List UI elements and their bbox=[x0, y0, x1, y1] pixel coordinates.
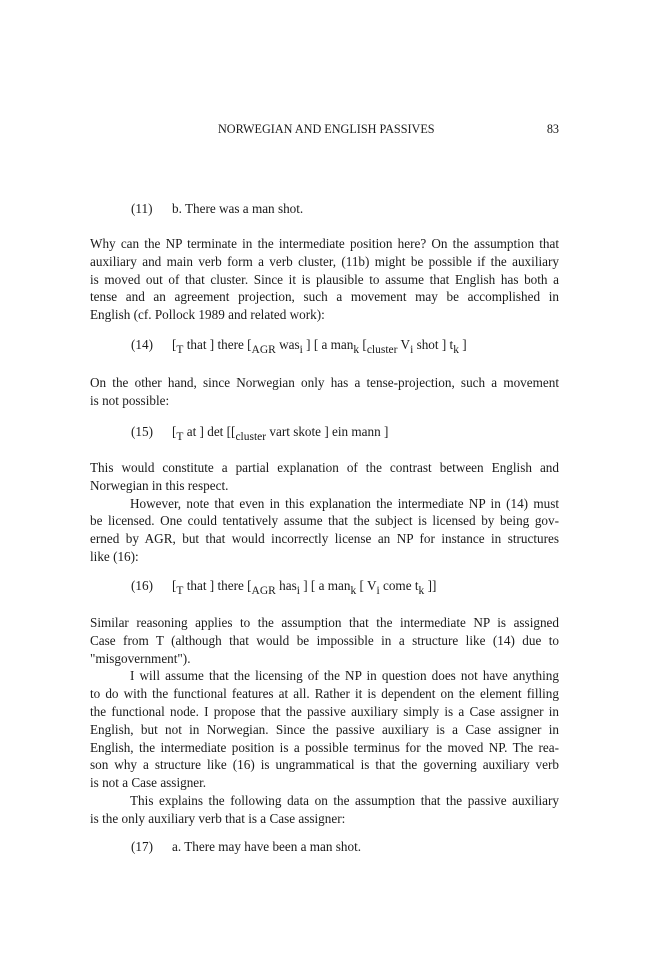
example-number: (14) bbox=[131, 337, 153, 352]
subscript: i bbox=[299, 344, 303, 356]
subscript: cluster bbox=[366, 344, 398, 356]
gloss-text: ]] bbox=[424, 578, 437, 593]
gloss-text: V bbox=[397, 337, 411, 352]
subscript: k bbox=[453, 344, 459, 356]
gloss-text: at ] det [[ bbox=[183, 424, 236, 439]
example-text: a. There may have been a man shot. bbox=[172, 839, 362, 854]
text-line: "misgovernment"). bbox=[90, 650, 191, 666]
subscript: k bbox=[418, 585, 425, 597]
text-line: On the other hand, since Norwegian only has a tense-projection, such a movement bbox=[90, 375, 559, 390]
text-line: English (cf. Pollock 1989 and related work): bbox=[90, 307, 325, 323]
text-line: tense and an agreement projection, such a movement may be accomplished in bbox=[90, 289, 559, 305]
example-number: (15) bbox=[131, 424, 153, 439]
subscript: AGR bbox=[251, 585, 276, 597]
subscript: T bbox=[176, 585, 184, 597]
text-line: English, but not in Norwegian. Since the passive auxiliary is a Case assigner in bbox=[90, 721, 559, 737]
gloss-text: that ] there [ bbox=[183, 578, 252, 593]
text-line: be licensed. One could tentatively assume that the subject is licensed by being gov- bbox=[90, 513, 559, 529]
gloss-text: [ bbox=[359, 337, 367, 352]
example-text: b. There was a man shot. bbox=[172, 201, 304, 216]
text-line: is not possible: bbox=[90, 392, 170, 408]
paragraph-1 bbox=[90, 235, 559, 324]
subscript: i bbox=[376, 585, 380, 597]
text-line: This would constitute a partial explanation of the contrast between English and bbox=[90, 460, 559, 475]
example-number: (17) bbox=[131, 839, 153, 854]
subscript: i bbox=[296, 585, 300, 597]
gloss-text: that ] there [ bbox=[183, 337, 252, 352]
text-line: auxiliary and main verb form a verb cluster, (11b) might be possible if the auxiliary bbox=[90, 253, 559, 269]
subscript: i bbox=[410, 344, 414, 356]
example-15 bbox=[131, 424, 389, 443]
text-line: the functional node. I propose that the passive auxiliary simply is a Case assigner in bbox=[90, 703, 559, 719]
paragraph-2 bbox=[90, 374, 559, 410]
subscript: k bbox=[353, 344, 360, 356]
text-line: However, note that even in this explanation the intermediate NP in (14) must bbox=[130, 495, 559, 511]
gloss-text: ] [ a man bbox=[299, 578, 351, 593]
text-line: English, the intermediate position is a possible terminus for the moved NP. The rea- bbox=[90, 739, 559, 755]
subscript: k bbox=[350, 585, 357, 597]
text-line: I will assume that the licensing of the NP in question does not have anything bbox=[130, 668, 559, 684]
paragraph-3 bbox=[90, 459, 559, 566]
running-title: NORWEGIAN AND ENGLISH PASSIVES bbox=[218, 122, 435, 136]
text-line: is the only auxiliary verb that is a Case assigner: bbox=[90, 810, 346, 826]
example-14 bbox=[131, 337, 467, 356]
gloss-text: come t bbox=[379, 578, 419, 593]
text-line: Norwegian in this respect. bbox=[90, 477, 229, 493]
subscript: T bbox=[176, 344, 184, 356]
gloss-text: shot ] t bbox=[413, 337, 454, 352]
bracket-text: [ bbox=[172, 578, 177, 593]
example-16 bbox=[131, 578, 437, 597]
gloss-text: [ V bbox=[356, 578, 377, 593]
gloss-text: was bbox=[275, 337, 300, 352]
gloss-text: ] bbox=[458, 337, 467, 352]
subscript: cluster bbox=[235, 431, 267, 443]
subscript: T bbox=[176, 431, 184, 443]
subscript: AGR bbox=[251, 344, 276, 356]
example-number: (16) bbox=[131, 578, 153, 593]
example-number: (11) bbox=[131, 201, 153, 216]
example-11 bbox=[131, 201, 303, 217]
gloss-text: ] [ a man bbox=[302, 337, 354, 352]
text-line: son why a structure like (16) is ungrammatical is that the governing auxiliary verb bbox=[90, 757, 559, 773]
example-17 bbox=[131, 839, 361, 855]
paragraph-4 bbox=[90, 614, 559, 828]
text-line: is not a Case assigner. bbox=[90, 775, 207, 791]
gloss-text: has bbox=[275, 578, 297, 593]
text-line: Why can the NP terminate in the intermediate position here? On the assumption that bbox=[90, 236, 559, 251]
bracket-text: [ bbox=[172, 424, 177, 439]
text-line: Similar reasoning applies to the assumption that the intermediate NP is assigned bbox=[90, 615, 559, 630]
text-line: to do with the functional features at all. Rather it is dependent on the element filling bbox=[90, 686, 559, 702]
bracket-text: [ bbox=[172, 337, 177, 352]
text-line: is moved out of that cluster. Since it is plausible to assume that English has both a bbox=[90, 271, 559, 287]
page-number: 83 bbox=[546, 122, 559, 136]
text-line: This explains the following data on the assumption that the passive auxiliary bbox=[130, 792, 559, 808]
text-line: Case from T (although that would be impossible in a structure like (14) due to bbox=[90, 632, 559, 648]
gloss-text: vart skote ] ein mann ] bbox=[266, 424, 389, 439]
text-line: erned by AGR, but that would incorrectly license an NP for instance in structures bbox=[90, 531, 559, 547]
text-line: like (16): bbox=[90, 548, 139, 564]
